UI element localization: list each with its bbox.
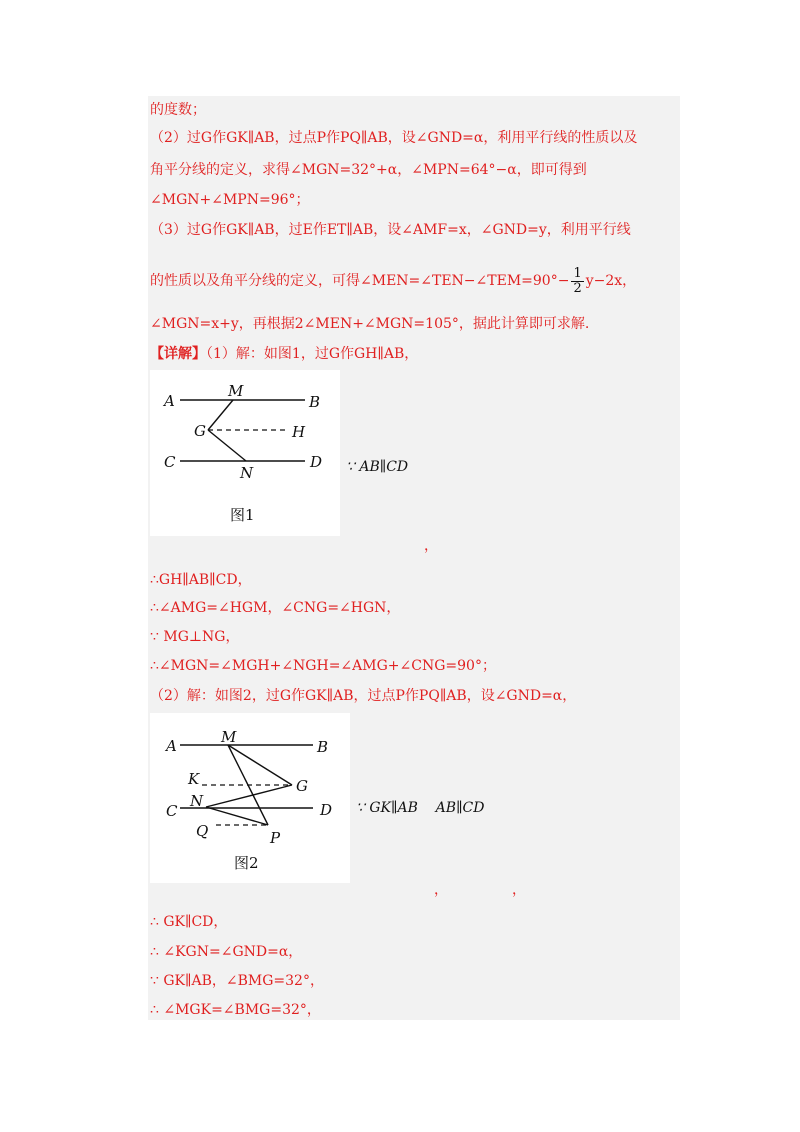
figure-1-side-text: ∵ AB∥CD [346,459,409,475]
text-line-11: ∵ MG⊥NG， [150,629,240,645]
comma-1: ， [424,538,438,554]
text-line-6 [150,266,636,296]
label-g: G [194,422,206,440]
fraction-one-half [571,267,583,296]
figure-1-diagram [150,370,340,536]
figure-2-caption: 图2 [234,854,259,872]
text-line-4: ∠MGN+∠MPN=96°； [150,192,310,208]
fraction-denominator: 2 [573,280,582,296]
comma-2a: ， [434,882,448,898]
figure-1-caption: 图1 [230,506,255,524]
figure-2-side-text: ∵ GK∥AB AB∥CD [356,800,485,816]
label-q: Q [196,822,209,840]
text-line-5: （3）过G作GK∥AB，过E作ET∥AB，设∠AMF=x，∠GND=y，利用平行线 [150,222,631,238]
label-a: A [166,737,177,755]
text-line-7: ∠MGN=x+y，再根据2∠MEN+∠MGN=105°，据此计算即可求解. [150,316,590,332]
label-c: C [166,802,178,820]
label-n: N [190,792,204,810]
detail-part-1-intro: （1）解：如图1，过G作GH∥AB， [206,346,419,362]
text-line-16: ∵ GK∥AB，∠BMG=32°， [150,973,324,989]
text-line-17: ∴ ∠MGK=∠BMG=32°， [150,1002,321,1018]
text-line-15: ∴ ∠KGN=∠GND=α， [150,944,303,960]
segment-mg [208,400,233,430]
label-a: A [164,392,175,410]
label-m: M [221,728,237,746]
text-line-3: 角平分线的定义，求得∠MGN=32°+α，∠MPN=64°−α，即可得到 [150,162,587,178]
label-d: D [320,801,333,819]
figure-2-diagram [150,713,350,883]
label-p: P [270,829,281,847]
text-line-6-part-b: y−2x， [585,273,637,289]
label-k: K [188,770,200,788]
text-line-14: ∴ GK∥CD， [150,914,228,930]
label-d: D [310,453,323,471]
figure-1 [150,370,340,536]
fraction-numerator: 1 [573,265,582,281]
text-line-9: ∴GH∥AB∥CD， [150,572,252,588]
detail-heading: 【详解】 [150,346,206,362]
text-line-10: ∴∠AMG=∠HGM，∠CNG=∠HGN， [150,600,401,616]
text-line-13: （2）解：如图2，过G作GK∥AB，过点P作PQ∥AB，设∠GND=α， [150,688,577,704]
label-g: G [296,777,308,795]
text-line-8 [150,344,418,364]
text-line-1: 的度数； [150,102,206,118]
text-line-12: ∴∠MGN=∠MGH+∠NGH=∠AMG+∠CNG=90°； [150,658,496,674]
text-line-6-part-a: 的性质以及角平分线的定义，可得∠MEN=∠TEN−∠TEM=90°− [150,273,570,289]
label-b: B [317,738,329,756]
label-m: M [228,382,244,400]
figure-2 [150,713,350,883]
label-c: C [164,453,176,471]
label-h: H [292,423,306,441]
label-n: N [240,464,254,482]
label-b: B [309,393,321,411]
text-line-2: （2）过G作GK∥AB，过点P作PQ∥AB，设∠GND=α，利用平行线的性质以及 [150,130,638,146]
segment-gn [208,430,246,461]
segment-np [206,807,268,825]
comma-2b: ， [512,882,526,898]
